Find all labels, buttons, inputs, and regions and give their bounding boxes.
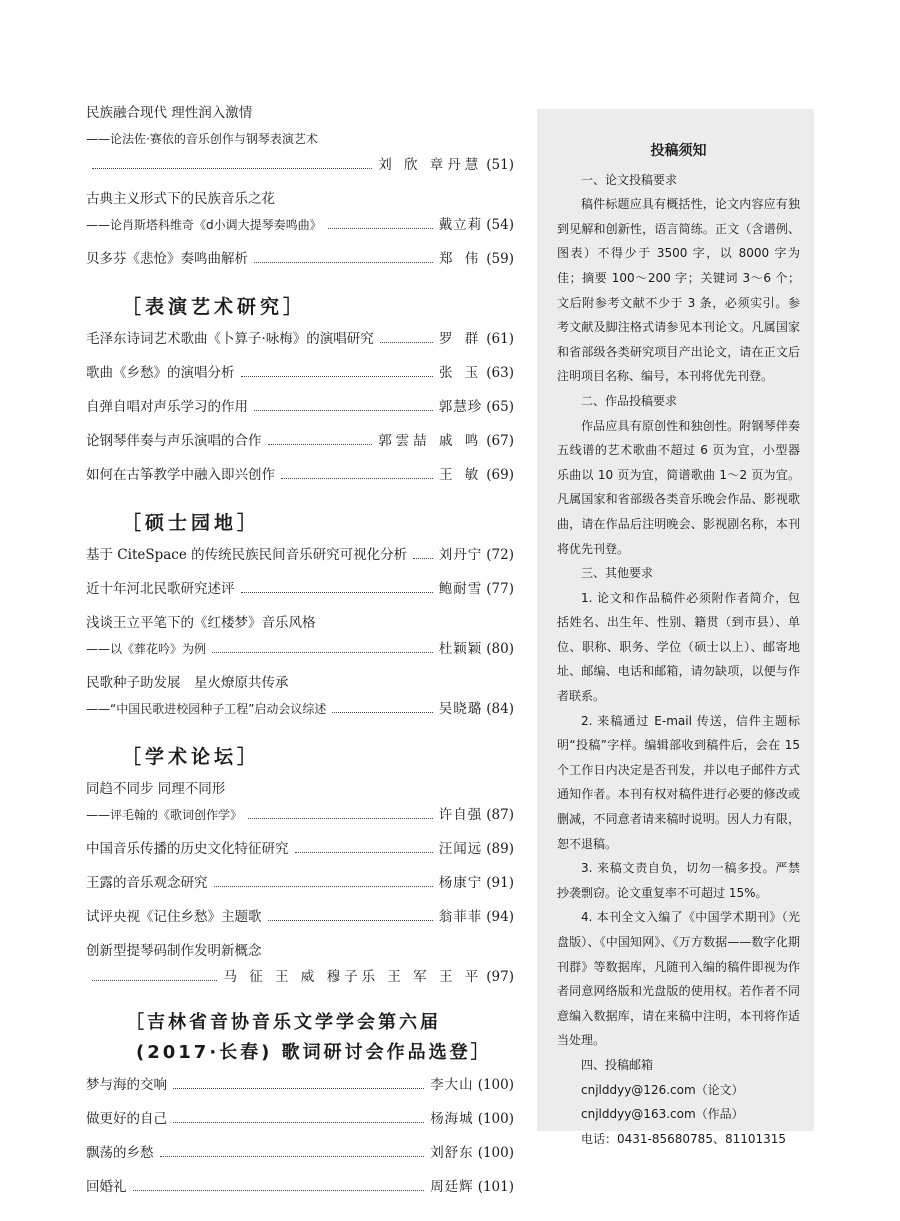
entry-author: 许自强 xyxy=(438,807,483,823)
entry-page: (100) xyxy=(477,1077,514,1093)
leader-dots xyxy=(328,228,433,229)
entry-title: 同趋不同步 同理不同形 xyxy=(86,781,226,797)
entry-author: 杨康宁 xyxy=(438,875,483,891)
toc-entry xyxy=(86,874,514,900)
entry-title: 试评央视《记住乡愁》主题歌 xyxy=(86,909,262,925)
entry-author: 汪闻远 xyxy=(438,841,483,857)
toc-entry xyxy=(86,190,514,242)
section-heading-lyrics xyxy=(86,1008,514,1068)
leader-dots xyxy=(380,342,433,343)
toc-entry xyxy=(86,398,514,424)
entry-page: (65) xyxy=(486,399,514,415)
leader-dots xyxy=(268,444,373,445)
entry-title: 近十年河北民歌研究述评 xyxy=(86,581,235,597)
entry-title: 飘荡的乡愁 xyxy=(86,1145,154,1161)
entry-page: (77) xyxy=(486,581,514,597)
entry-author: 张 玉 xyxy=(438,365,483,381)
leader-dots xyxy=(241,592,433,593)
toc-entry xyxy=(86,330,514,356)
entry-page: (69) xyxy=(486,467,514,483)
entry-author: 刘舒东 xyxy=(430,1145,474,1161)
entry-title: 浅谈王立平笔下的《红楼梦》音乐风格 xyxy=(86,615,316,631)
notice-paragraph: 3. 来稿文责自负，切勿一稿多投。严禁抄袭剽窃。论文重复率不可超过 15%。 xyxy=(557,861,800,900)
notice-heading: 三、其他要求 xyxy=(581,566,654,581)
leader-dots xyxy=(281,478,433,479)
entry-subtitle: ——论法佐·赛依的音乐创作与钢琴表演艺术 xyxy=(86,132,318,146)
toc-entry xyxy=(86,104,514,182)
entry-author: 李大山 xyxy=(430,1077,474,1093)
entry-author: 刘丹宁 xyxy=(438,547,483,563)
entry-page: (89) xyxy=(486,841,514,857)
leader-dots xyxy=(241,376,433,377)
toc-entry xyxy=(86,908,514,934)
entry-title: 做更好的自己 xyxy=(86,1111,167,1127)
entry-author: 郭雲喆 戚 鸣 xyxy=(378,433,483,449)
entry-subtitle: ——“中国民歌进校园种子工程”启动会议综述 xyxy=(86,702,327,716)
notice-heading: 二、作品投稿要求 xyxy=(581,393,678,408)
entry-author: 罗 群 xyxy=(438,331,483,347)
notice-heading: 四、投稿邮箱 xyxy=(581,1057,654,1072)
entry-page: (84) xyxy=(486,701,514,717)
leader-dots xyxy=(254,410,433,411)
entry-author: 郑 伟 xyxy=(438,251,483,267)
leader-dots xyxy=(268,920,433,921)
notice-heading: 一、论文投稿要求 xyxy=(581,172,678,187)
entry-title: 回婚礼 xyxy=(86,1179,127,1195)
entry-page: (87) xyxy=(486,807,514,823)
toc-entry xyxy=(86,1178,514,1204)
toc-entry xyxy=(86,432,514,458)
table-of-contents xyxy=(86,104,514,1204)
toc-entry xyxy=(86,250,514,276)
leader-dots xyxy=(332,712,432,713)
leader-dots xyxy=(214,886,433,887)
submission-notice-box xyxy=(537,109,814,1146)
entry-subtitle: ——论肖斯塔科维奇《d小调大提琴奏鸣曲》 xyxy=(86,218,322,232)
leader-dots xyxy=(248,818,433,819)
entry-page: (54) xyxy=(486,217,514,233)
toc-entry xyxy=(86,1144,514,1170)
leader-dots xyxy=(295,852,433,853)
entry-title: 梦与海的交响 xyxy=(86,1077,167,1093)
entry-title: 论钢琴伴奏与声乐演唱的合作 xyxy=(86,433,262,449)
entry-page: (80) xyxy=(486,641,514,657)
entry-title: 民族融合现代 理性润入激情 xyxy=(86,105,253,121)
entry-title: 创新型提琴码制作发明新概念 xyxy=(86,943,262,959)
toc-entry xyxy=(86,614,514,666)
entry-page: (67) xyxy=(486,433,514,449)
entry-author: 戴立莉 xyxy=(438,217,483,233)
section-heading-forum: ［学术论坛］ xyxy=(122,746,261,768)
entry-page: (72) xyxy=(486,547,514,563)
section-heading-performance: ［表演艺术研究］ xyxy=(122,296,307,318)
notice-title: 投稿须知 xyxy=(650,143,707,159)
leader-dots xyxy=(92,980,217,981)
toc-entry xyxy=(86,840,514,866)
notice-paragraph: 4. 本刊全文入编了《中国学术期刊》（光盘版）、《中国知网》、《万方数据——数字化期刊群》等数据库，凡随刊入编的稿件即视为作者同意网络版和光盘版的使用权。若作者不同意编入数据库，请在来稿中注明，本刊将作适当处理。 xyxy=(557,910,800,1048)
toc-entry xyxy=(86,546,514,572)
entry-title: 贝多芬《悲怆》奏鸣曲解析 xyxy=(86,251,248,267)
entry-author: 郭慧珍 xyxy=(438,399,483,415)
entry-page: (100) xyxy=(477,1145,514,1161)
entry-page: (59) xyxy=(486,251,514,267)
entry-author: 杨海城 xyxy=(430,1111,474,1127)
leader-dots xyxy=(133,1190,425,1191)
toc-entry xyxy=(86,1110,514,1136)
leader-dots xyxy=(212,652,433,653)
entry-title: 歌曲《乡愁》的演唱分析 xyxy=(86,365,235,381)
section-heading-line: ［吉林省音协音乐文学学会第六届 xyxy=(126,1012,441,1033)
entry-title: 中国音乐传播的历史文化特征研究 xyxy=(86,841,289,857)
entry-author: 翁菲菲 xyxy=(438,909,483,925)
leader-dots xyxy=(254,262,433,263)
entry-title: 王露的音乐观念研究 xyxy=(86,875,208,891)
entry-page: (63) xyxy=(486,365,514,381)
leader-dots xyxy=(413,558,433,559)
entry-subtitle: ——以《葬花吟》为例 xyxy=(86,642,207,656)
leader-dots xyxy=(160,1156,425,1157)
entry-title: 古典主义形式下的民族音乐之花 xyxy=(86,191,275,207)
entry-author: 杜颖颖 xyxy=(438,641,483,657)
entry-subtitle: ——评毛翰的《歌词创作学》 xyxy=(86,808,243,822)
notice-paragraph: 稿件标题应具有概括性，论文内容应有独到见解和创新性，语言简练。正文（含谱例、图表）不得少于 3500 字，以 8000 字为佳；摘要 100～200 字；关键词 3～6 个；文后附参考文献不少于 3 条，必须实引。参考文献及脚注格式请参见本刊论文。凡属国家和省部级各类研究项目产出论文，请在正文后注明项目名称、编号，本刊将优先刊登。 xyxy=(557,197,800,384)
section-heading-line: (2017·长春) 歌词研讨会作品选登］ xyxy=(136,1042,492,1063)
toc-entry xyxy=(86,674,514,726)
toc-entry xyxy=(86,580,514,606)
entry-author: 马 征 王 威 穆子乐 王 军 王 平 xyxy=(223,969,483,985)
entry-title: 如何在古筝教学中融入即兴创作 xyxy=(86,467,275,483)
toc-entry xyxy=(86,1076,514,1102)
entry-author: 吴晓璐 xyxy=(438,701,483,717)
entry-page: (100) xyxy=(477,1111,514,1127)
toc-entry xyxy=(86,942,514,994)
toc-entry xyxy=(86,364,514,390)
email-papers: cnjlddyy@126.com（论文） xyxy=(581,1082,744,1097)
entry-author: 王 敏 xyxy=(438,467,483,483)
entry-author: 鲍耐雪 xyxy=(438,581,483,597)
toc-entry xyxy=(86,466,514,492)
toc-entry xyxy=(86,780,514,832)
leader-dots xyxy=(92,168,372,169)
phone-number: 电话：0431-85680785、81101315 xyxy=(581,1131,787,1146)
notice-paragraph: 作品应具有原创性和独创性。附钢琴伴奏五线谱的艺术歌曲不超过 6 页为宜，小型器乐曲以 10 页为宜，简谱歌曲 1～2 页为宜。凡属国家和省部级各类音乐晚会作品、影视歌曲，请在作品后注明晚会、影视剧名称，本刊将优先刊登。 xyxy=(557,418,800,556)
entry-title: 基于 CiteSpace 的传统民族民间音乐研究可视化分析 xyxy=(86,547,408,563)
leader-dots xyxy=(173,1088,424,1089)
entry-author: 周廷辉 xyxy=(430,1179,474,1195)
entry-title: 民歌种子助发展 星火燎原共传承 xyxy=(86,675,289,691)
entry-title: 自弹自唱对声乐学习的作用 xyxy=(86,399,248,415)
entry-page: (101) xyxy=(477,1179,514,1195)
entry-author: 刘 欣 章丹慧 xyxy=(378,157,483,173)
entry-page: (94) xyxy=(486,909,514,925)
entry-page: (91) xyxy=(486,875,514,891)
notice-paragraph: 1. 论文和作品稿件必须附作者简介，包括姓名、出生年、性别、籍贯（到市县）、单位、职称、职务、学位（硕士以上）、邮寄地址、邮编、电话和邮箱，请勿缺项，以便与作者联系。 xyxy=(557,590,800,704)
entry-page: (61) xyxy=(486,331,514,347)
entry-page: (51) xyxy=(486,157,514,173)
leader-dots xyxy=(173,1122,424,1123)
entry-title: 毛泽东诗词艺术歌曲《卜算子·咏梅》的演唱研究 xyxy=(86,331,374,347)
email-works: cnjlddyy@163.com（作品） xyxy=(581,1107,744,1122)
section-heading-masters: ［硕士园地］ xyxy=(122,512,261,534)
notice-paragraph: 2. 来稿通过 E-mail 传送，信件主题标明“投稿”字样。编辑部收到稿件后，会在 15 个工作日内决定是否刊发，并以电子邮件方式通知作者。本刊有权对稿件进行必要的修改或删减，不同意者请来稿时说明。因人力有限，恕不退稿。 xyxy=(557,713,800,851)
entry-page: (97) xyxy=(486,969,514,985)
